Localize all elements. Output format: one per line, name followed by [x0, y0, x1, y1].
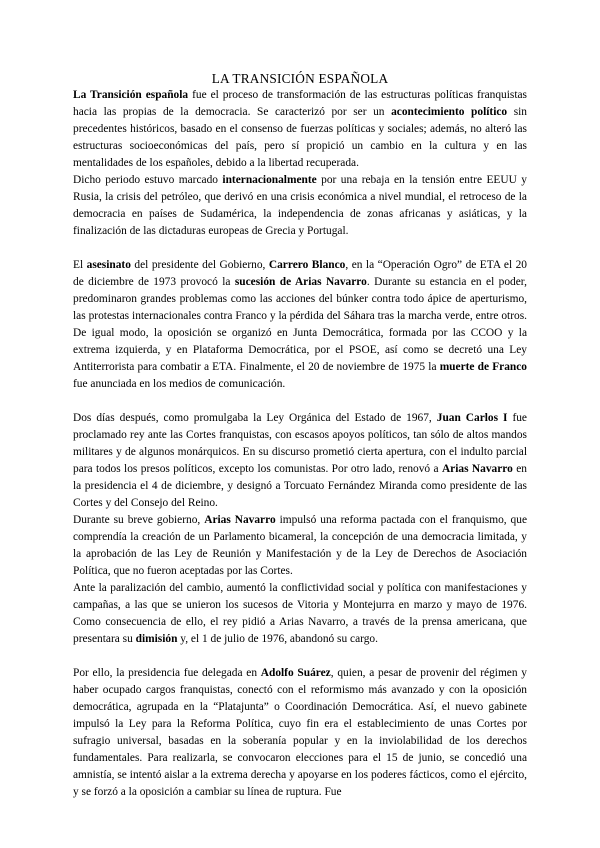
text-run: Ante la paralización del cambio, aumentó la conflictividad social y política con manifestaciones y campañas, a las que se unieron los sucesos de Vitoria y Montejurra en marzo y mayo de 1976. Como consecuencia de ello, el rey pidió a Arias Navarro, a través de la prensa americana, que presentara su: [73, 582, 527, 645]
paragraph-gap: [73, 240, 527, 257]
bold-text: internacionalmente: [222, 174, 317, 186]
body-paragraph: [73, 87, 527, 172]
bold-text: Arias Navarro: [441, 463, 513, 475]
bold-text: acontecimiento político: [391, 106, 508, 118]
body-paragraph: [73, 172, 527, 240]
text-run: Dos días después, como promulgaba la Ley Orgánica del Estado de 1967,: [73, 412, 437, 424]
text-run: del presidente del Gobierno,: [130, 259, 269, 271]
text-run: Por ello, la presidencia fue delegada en: [73, 667, 261, 679]
paragraph-gap: [73, 393, 527, 410]
body-paragraph: [73, 665, 527, 801]
bold-text: Arias Navarro: [204, 514, 276, 526]
text-run: , quien, a pesar de provenir del régimen y haber ocupado cargos franquistas, conectó con el reformismo más avanzado y con la oposición democrática, agrupada en la “Platajunta” o Coordinación Democrática. Así, el nuevo gabinete impulsó la Ley para la Reforma Política, cuyo fin era el establecimiento de unas Cortes por sufragio universal, basadas en la soberanía popular y en la inviolabilidad de los derechos fundamentales. Para realizarla, se convocaron elecciones para el 15 de junio, se concedió una amnistía, se intentó aislar a la extrema derecha y apoyarse en los poderes fácticos, como el ejército, y se forzó a la oposición a cambiar su línea de ruptura. Fue: [73, 667, 527, 798]
text-run: Durante su breve gobierno,: [73, 514, 205, 526]
bold-text: dimisión: [135, 633, 178, 645]
text-run: por una rebaja en la tensión entre EEUU y Rusia, la crisis del petróleo, que derivó en una crisis económica a nivel mundial, el retroceso de la democracia en países de Sudamérica, la independencia de zonas africanas y asiáticas, y la finalización de las dictaduras europeas de Grecia y Portugal.: [73, 174, 527, 237]
text-run: sin precedentes históricos, basado en el consenso de fuerzas políticas y sociales; además, no alteró las estructuras socioeconómicas del país, pero sí propició un cambio en la cultura y en las mentalidades de los españoles, debido a la libertad recuperada.: [73, 106, 527, 169]
bold-text: Adolfo Suárez: [260, 667, 331, 679]
text-run: Dicho periodo estuvo marcado: [73, 174, 223, 186]
document-title: LA TRANSICIÓN ESPAÑOLA: [211, 71, 389, 86]
bold-text: La Transición española: [73, 89, 189, 101]
body-paragraph: [73, 410, 527, 512]
bold-text: sucesión de Arias Navarro: [234, 276, 367, 288]
text-run: fue el proceso de transformación de las estructuras políticas franquistas hacia las propias de la democracia. Se caracterizó por ser un: [73, 89, 527, 118]
text-run: , en la “Operación Ogro” de ETA el 20 de diciembre de 1973 provocó la: [73, 259, 527, 288]
text-run: . Durante su estancia en el poder, predominaron grandes problemas como las acciones del búnker contra todo ápice de aperturismo, las protestas internacionales contra Franco y la pérdida del Sáhara tras la marcha verde, entre otros. De igual modo, la oposición se organizó en Junta Democrática, formada por las CCOO y la extrema izquierda, y en Plataforma Democrática, por el PSOE, así como se decretó una Ley Antiterrorista para combatir a ETA. Finalmente, el 20 de noviembre de 1975 la: [73, 276, 527, 373]
body-paragraph: [73, 580, 527, 648]
text-run: fue anunciada en los medios de comunicación.: [73, 378, 286, 390]
text-run: impulsó una reforma pactada con el franquismo, que comprendía la creación de un Parlamento bicameral, la concepción de una democracia limitada, y la aprobación de las Ley de Reunión y Manifestación y de la Ley de Derechos de Asociación Política, que no fueron aceptadas por las Cortes.: [73, 514, 527, 577]
document-body: [73, 87, 527, 801]
text-run: y, el 1 de julio de 1976, abandonó su cargo.: [177, 633, 378, 645]
text-run: en la presidencia el 4 de diciembre, y designó a Torcuato Fernández Miranda como presidente de las Cortes y del Consejo del Reino.: [73, 463, 527, 509]
bold-text: Carrero Blanco: [268, 259, 346, 271]
bold-text: muerte de Franco: [439, 361, 527, 373]
text-run: fue proclamado rey ante las Cortes franquistas, con escasos apoyos políticos, tan sólo de altos mandos militares y de algunos monárquicos. En su discurso prometió cierta apertura, con el indulto parcial para todos los presos políticos, excepto los comunistas. Por otro lado, renovó a: [73, 412, 527, 475]
body-paragraph: [73, 257, 527, 393]
text-run: El: [73, 259, 87, 271]
bold-text: asesinato: [86, 259, 131, 271]
paragraph-gap: [73, 648, 527, 665]
body-paragraph: [73, 512, 527, 580]
bold-text: Juan Carlos I: [436, 412, 508, 424]
